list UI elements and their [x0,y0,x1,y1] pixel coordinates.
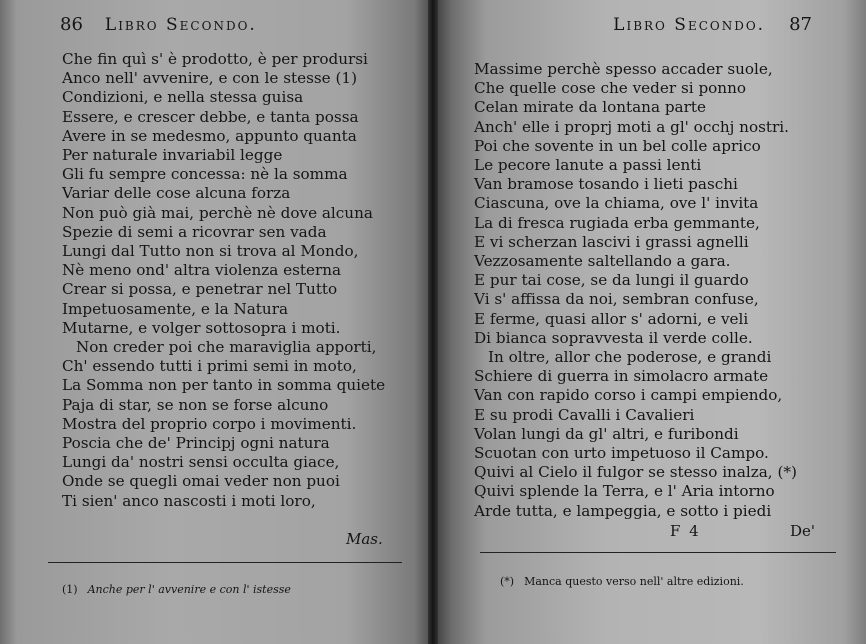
verse-line: Paja di star, se non se forse alcuno [62,395,329,414]
verse-line: Arde tutta, e lampeggia, e sotto i piedi [474,501,772,520]
right-page-number: 87 [789,14,812,35]
verse-line: Massime perchè spesso accader suole, [474,60,773,78]
verse-line: Quivi splende la Terra, e l' Aria intorno [474,482,775,501]
verse-line: Di bianca sopravvesta il verde colle. [474,328,753,347]
verse-line: Mutarne, e volger sottosopra i moti. [62,318,341,337]
verse-line: Nè meno ond' altra violenza esterna [62,261,342,280]
verse-line: Vezzosamente saltellando a gara. [474,252,731,271]
verse-line: Van bramose tosando i lieti paschi [474,175,738,194]
verse-line: Non può già mai, perchè nè dove alcuna [62,203,373,222]
verse-line: Ch' essendo tutti i primi semi in moto, [62,357,357,376]
verse-line: Le pecore lanute a passi lenti [474,156,702,175]
verse-line: Per naturale invariabil legge [62,146,283,165]
verse-line: Schiere di guerra in simolacro armate [474,367,769,386]
verse-line: Variar delle cose alcuna forza [62,184,291,203]
verse-line: Non creder poi che maraviglia apporti, [76,338,377,357]
left-page-number: 86 [60,14,83,35]
verse-line: Anch' elle i proprj moti a gl' occhj nostri. [474,117,789,136]
verse-line: Volan lungi da gl' altri, e furibondi [474,424,739,443]
verse-line: Spezie di semi a ricovrar sen vada [62,222,327,241]
right-page [434,0,866,644]
verse-line: In oltre, allor che poderose, e grandi [488,348,772,367]
book-gutter [428,0,438,644]
left-running-head-title: Libro Secondo. [104,15,257,35]
verse-line: Lungi da' nostri sensi occulta giace, [62,453,340,472]
verse-line: Gli fu sempre concessa: nè la somma [62,165,348,184]
left-running-head [60,14,257,35]
verse-line: Ciascuna, ove la chiama, ove l' invita [474,194,759,213]
left-verse-block [62,50,412,511]
left-page [0,0,432,644]
verse-line: Avere in se medesmo, appunto quanta [62,126,357,145]
verse-line: Anco nell' avvenire, e con le stesse (1) [62,69,358,88]
verse-line: Van con rapido corso i campi empiendo, [474,386,783,405]
verse-line: Che quelle cose che veder si ponno [474,79,747,98]
verse-line: Poi che sovente in un bel colle aprico [474,136,761,155]
verse-line: Impetuosamente, e la Natura [62,299,289,318]
verse-line: E vi scherzan lascivi i grassi agnelli [474,232,749,251]
verse-line: E pur tai cose, se da lungi il guardo [474,271,749,290]
verse-line: La Somma non per tanto in somma quiete [62,376,386,395]
right-catchword: De' [790,522,816,540]
verse-line: Mostra del proprio corpo i movimenti. [62,414,357,433]
right-footnote-text: Manca questo verso nell' altre edizioni. [524,575,744,588]
right-signature-mark: F 4 [670,522,701,540]
right-verse-block [474,60,844,521]
verse-line: Crear si possa, e penetrar nel Tutto [62,280,338,299]
verse-line: Quivi al Cielo il fulgor se stesso inalza, (*) [474,463,797,482]
verse-line: Onde se quegli omai veder non puoi [62,472,340,491]
left-footnote-mark: (1) [62,583,78,596]
right-running-head [613,14,812,35]
right-running-head-title: Libro Secondo. [613,15,766,35]
left-footnote-rule [48,562,402,563]
verse-line: Essere, e crescer debbe, e tanta possa [62,107,359,126]
right-footnote-mark: (*) [500,575,515,588]
right-footnote [500,575,744,588]
right-footnote-rule [480,552,836,553]
verse-line: Poscia che de' Principj ogni natura [62,434,330,453]
verse-line: Che fin quì s' è prodotto, è per prodursi [62,50,368,68]
verse-line: E su prodi Cavalli i Cavalieri [474,405,695,424]
verse-line: Scuotan con urto impetuoso il Campo. [474,444,769,463]
verse-line: Ti sien' anco nascosti i moti loro, [62,491,316,510]
verse-line: E ferme, quasi allor s' adorni, e veli [474,309,749,328]
verse-line: La di fresca rugiada erba gemmante, [474,213,760,232]
verse-line: Celan mirate da lontana parte [474,98,706,117]
verse-line: Vi s' affissa da noi, sembran confuse, [474,290,759,309]
verse-line: Condizioni, e nella stessa guisa [62,88,304,107]
left-footnote-text: Anche per l' avvenire e con l' istesse [87,583,291,596]
verse-line: Lungi dal Tutto non si trova al Mondo, [62,242,359,261]
left-catchword: Mas. [346,530,383,548]
left-footnote [62,583,291,596]
